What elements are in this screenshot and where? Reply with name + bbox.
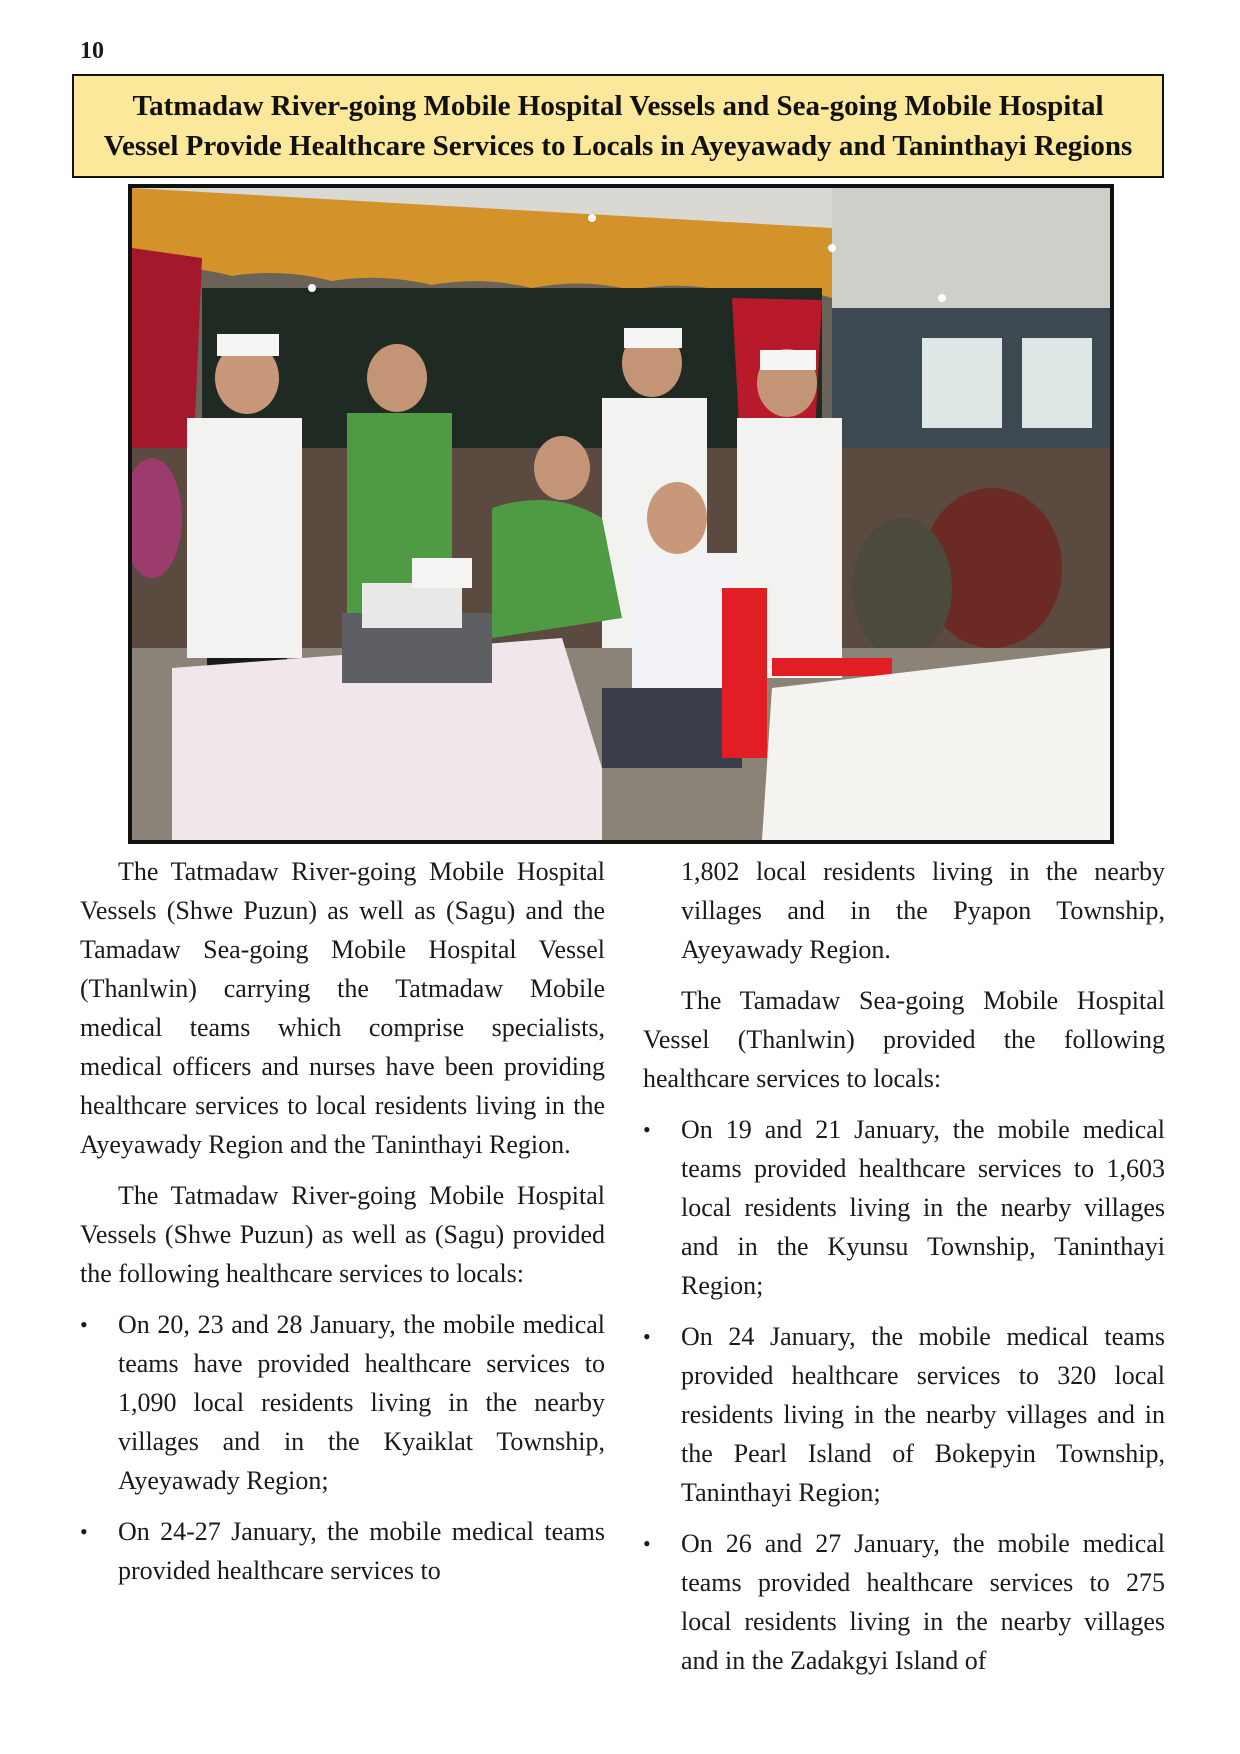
bullet-icon: • [80, 1312, 88, 1337]
page-number: 10 [80, 38, 104, 64]
list-item [643, 1110, 1165, 1305]
list-item [643, 1317, 1165, 1512]
list-item [80, 1512, 605, 1590]
article-title-line-2: Vessel Provide Healthcare Services to Locals in Ayeyawady and Taninthayi Regions [103, 130, 1133, 162]
list-item-text: On 19 and 21 January, the mobile medical teams provided healthcare services to 1,603 local residents living in the nearby villages and in the Kyunsu Township, Taninthayi Region; [681, 1115, 1165, 1300]
intro-paragraph: The Tatmadaw River-going Mobile Hospital Vessels (Shwe Puzun) as well as (Sagu) and the Tamadaw Sea-going Mobile Hospital Vessel (Thanlwin) carrying the Tatmadaw Mobile medical teams which comprise specialists, medical officers and nurses have been providing healthcare services to local residents living in the Ayeyawady Region and the Taninthayi Region. [80, 857, 605, 1159]
article-title-box [72, 74, 1164, 178]
bullet-icon: • [643, 1324, 651, 1349]
sea-vessel-bullet-list [643, 1110, 1165, 1680]
photo-medical-checkup-icon [132, 188, 1110, 840]
sea-vessel-paragraph: The Tamadaw Sea-going Mobile Hospital Vessel (Thanlwin) provided the following healthcare services to locals: [643, 986, 1165, 1093]
list-item-text: On 20, 23 and 28 January, the mobile medical teams have provided healthcare services to 1,090 local residents living in the nearby villages and in the Kyaiklat Township, Ayeyawady Region; [118, 1310, 605, 1495]
list-item-text: On 24-27 January, the mobile medical teams provided healthcare services to [118, 1517, 605, 1585]
continued-bullet-text: 1,802 local residents living in the nearby villages and in the Pyapon Township, Ayeyawady Region. [681, 857, 1165, 964]
river-vessels-paragraph: The Tatmadaw River-going Mobile Hospital Vessels (Shwe Puzun) as well as (Sagu) provided the following healthcare services to locals: [80, 1181, 605, 1288]
article-photo [128, 184, 1114, 844]
left-column [80, 852, 605, 1602]
list-item [643, 1524, 1165, 1680]
bullet-icon: • [80, 1519, 88, 1544]
list-item-text: On 24 January, the mobile medical teams provided healthcare services to 320 local residents living in the nearby villages and in the Pearl Island of Bokepyin Township, Taninthayi Region; [681, 1322, 1165, 1507]
list-item [80, 1305, 605, 1500]
right-column [643, 852, 1165, 1692]
river-vessels-bullet-list [80, 1305, 605, 1590]
list-item-text: On 26 and 27 January, the mobile medical teams provided healthcare services to 275 local residents living in the nearby villages and in the Zadakgyi Island of [681, 1529, 1165, 1675]
bullet-icon: • [643, 1531, 651, 1556]
bullet-icon: • [643, 1117, 651, 1142]
article-title-line-1: Tatmadaw River-going Mobile Hospital Vessels and Sea-going Mobile Hospital [132, 90, 1104, 122]
